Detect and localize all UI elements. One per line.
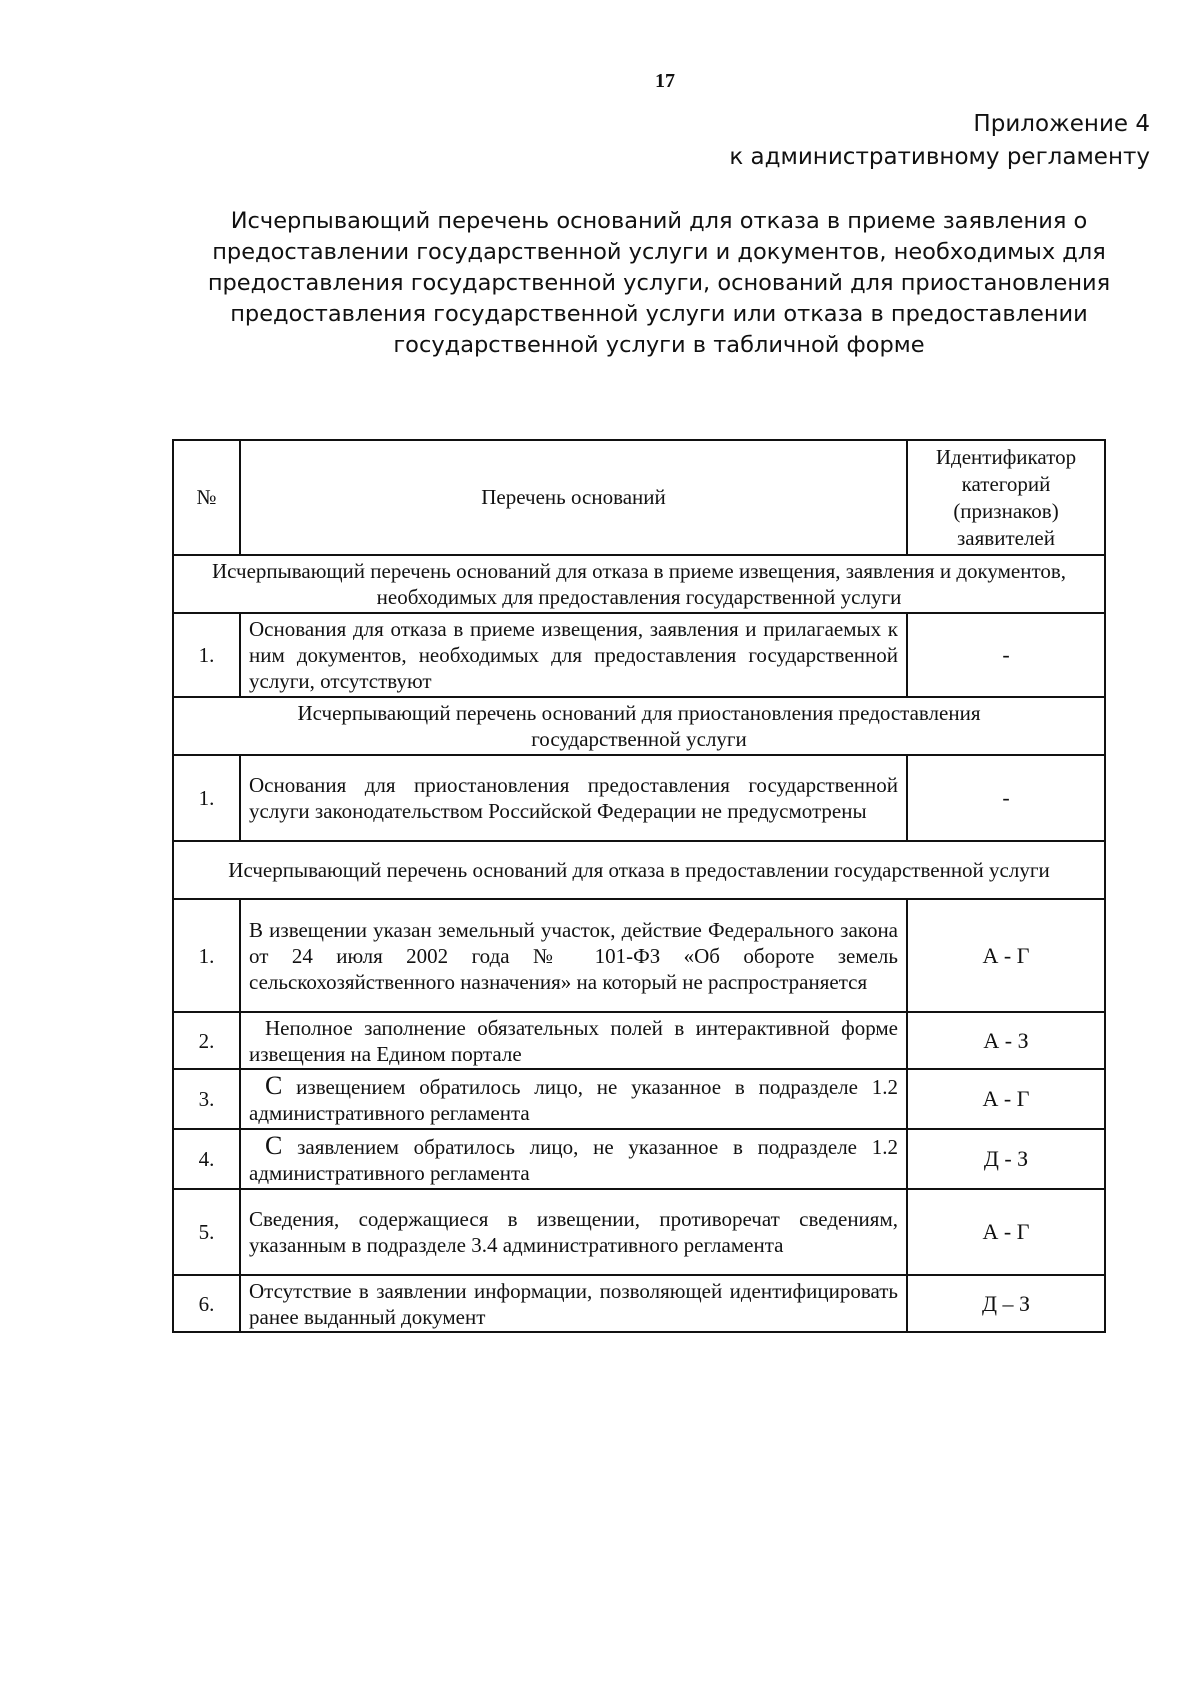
header-grounds: Перечень оснований [240, 440, 907, 555]
row-text [240, 1129, 907, 1189]
row-number: 1. [173, 899, 240, 1012]
row-number: 3. [173, 1069, 240, 1129]
row-text-rest: заявлением обратилось лицо, не указанное в подразделе 1.2 административного регламента [249, 1134, 898, 1185]
row-identifier: А - З [907, 1012, 1105, 1069]
row-text: В извещении указан земельный участок, действие Федерального закона от 24 июля 2002 года № 101-ФЗ «Об обороте земель сельскохозяйственного назначения» на который не распространяется [240, 899, 907, 1012]
table-row [173, 1189, 1105, 1275]
table-row [173, 899, 1105, 1012]
header-identifier: Идентификатор категорий (признаков) заявителей [907, 440, 1105, 555]
row-identifier: Д – З [907, 1275, 1105, 1332]
row-text: Отсутствие в заявлении информации, позволяющей идентифицировать ранее выданный документ [240, 1275, 907, 1332]
row-number: 2. [173, 1012, 240, 1069]
grounds-table [172, 439, 1106, 1333]
row-text: Основания для отказа в приеме извещения, заявления и прилагаемых к ним документов, необходимых для предоставления государственной услуги, отсутствуют [240, 613, 907, 697]
document-title [190, 206, 1128, 361]
row-number: 5. [173, 1189, 240, 1275]
row-identifier: - [907, 755, 1105, 841]
row-number: 4. [173, 1129, 240, 1189]
appendix-number: Приложение 4 [973, 111, 1150, 137]
row-identifier: А - Г [907, 1189, 1105, 1275]
title-line: государственной услуги в табличной форме [393, 332, 925, 358]
title-line: Исчерпывающий перечень оснований для отказа в приеме заявления о [230, 208, 1088, 234]
row-text-initial: С [265, 1070, 283, 1100]
appendix-caption [729, 108, 1150, 174]
appendix-reference: к административному регламенту [729, 144, 1150, 170]
row-text-rest: извещением обратилось лицо, не указанное в подразделе 1.2 административного регламента [249, 1074, 898, 1125]
table-row [173, 1012, 1105, 1069]
section-heading-row [173, 841, 1105, 899]
row-text: Неполное заполнение обязательных полей в интерактивной форме извещения на Едином портале [240, 1012, 907, 1069]
table-header-row [173, 440, 1105, 555]
row-number: 1. [173, 613, 240, 697]
row-number: 1. [173, 755, 240, 841]
row-text: Основания для приостановления предоставления государственной услуги законодательством Российской Федерации не предусмотрены [240, 755, 907, 841]
row-text [240, 1069, 907, 1129]
section-heading-row [173, 555, 1105, 613]
row-text: Сведения, содержащиеся в извещении, противоречат сведениям, указанным в подразделе 3.4 административного регламента [240, 1189, 907, 1275]
table-row [173, 1275, 1105, 1332]
table-row [173, 613, 1105, 697]
title-line: предоставлении государственной услуги и документов, необходимых для [212, 239, 1106, 265]
title-line: предоставления государственной услуги или отказа в предоставлении [230, 301, 1088, 327]
page-number: 17 [655, 70, 675, 92]
title-line: предоставления государственной услуги, оснований для приостановления [207, 270, 1111, 296]
row-number: 6. [173, 1275, 240, 1332]
table-row [173, 1069, 1105, 1129]
row-identifier: - [907, 613, 1105, 697]
header-number: № [173, 440, 240, 555]
section-heading: Исчерпывающий перечень оснований для отказа в предоставлении государственной услуги [173, 841, 1105, 899]
table-row [173, 1129, 1105, 1189]
section-heading: Исчерпывающий перечень оснований для отказа в приеме извещения, заявления и документов, необходимых для предоставления государственной услуги [173, 555, 1105, 613]
row-text-initial: С [265, 1130, 283, 1160]
section-heading-row [173, 697, 1105, 755]
table-row [173, 755, 1105, 841]
row-identifier: А - Г [907, 1069, 1105, 1129]
row-identifier: Д - З [907, 1129, 1105, 1189]
row-identifier: А - Г [907, 899, 1105, 1012]
section-heading: Исчерпывающий перечень оснований для приостановления предоставления государственной услуги [173, 697, 1105, 755]
